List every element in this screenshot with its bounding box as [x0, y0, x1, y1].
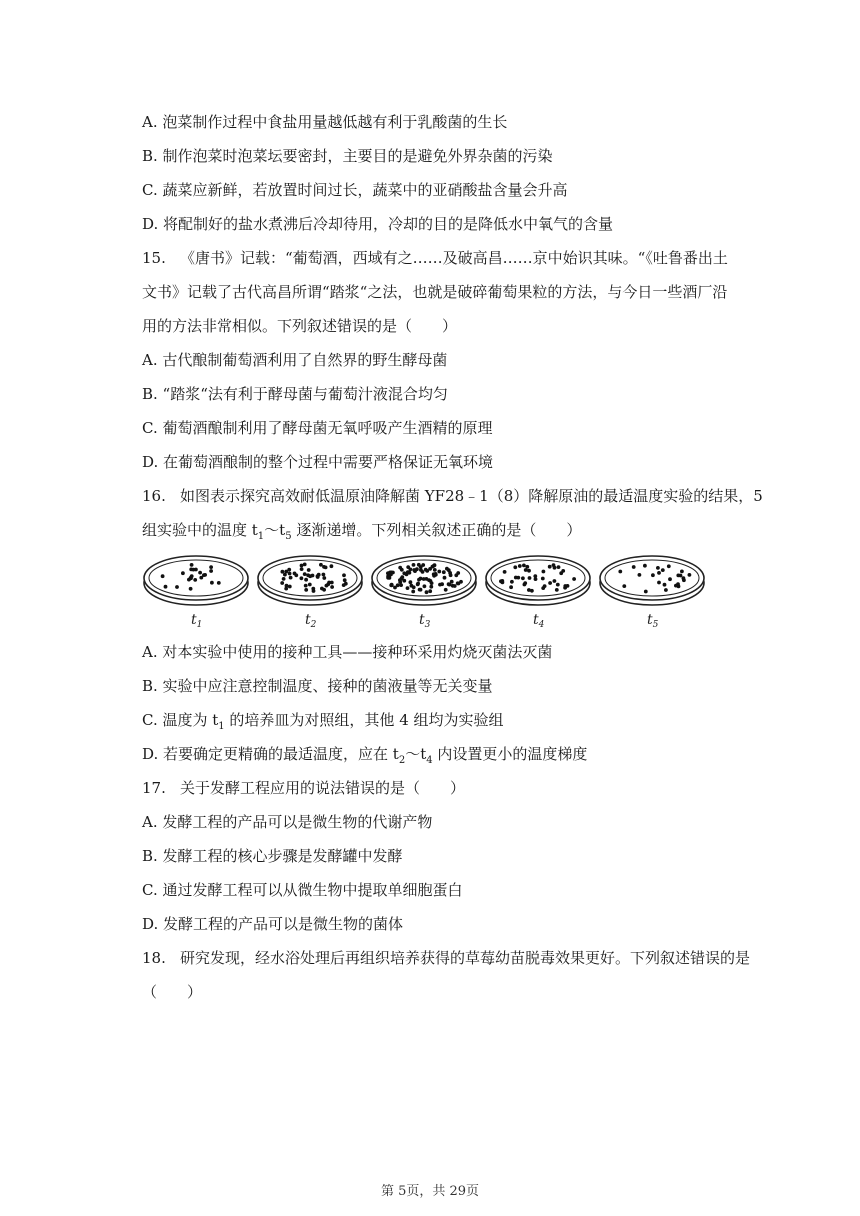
colony-dot: [440, 582, 444, 586]
q16-stem-sub-1: 1: [257, 531, 265, 542]
colony-dot: [198, 571, 202, 575]
q17-option-b: B. 发酵工程的核心步骤是发酵罐中发酵: [142, 847, 403, 865]
colony-dot: [556, 583, 560, 587]
q16-option-d-text-c: 内设置更小的温度梯度: [432, 745, 588, 763]
colony-dot: [433, 568, 437, 572]
colony-dot: [638, 573, 642, 577]
colony-dot: [181, 571, 185, 575]
colony-dot: [528, 576, 532, 580]
colony-dot: [317, 573, 321, 577]
colony-dot: [674, 584, 678, 588]
q15-option-c: C. 葡萄酒酿制利用了酵母菌无氧呼吸产生酒精的原理: [142, 419, 493, 437]
colony-dot: [543, 584, 547, 588]
q18-stem-text-1: 研究发现，经水浴处理后再组织培养获得的草莓幼苗脱毒效果更好。下列叙述错误的是: [180, 949, 751, 967]
colony-dot: [434, 573, 438, 577]
colony-dot: [282, 577, 286, 581]
colony-dot: [303, 563, 307, 567]
colony-dot: [175, 585, 179, 589]
colony-dot: [679, 574, 683, 578]
q16-option-d-sub-1: 2: [398, 755, 406, 766]
colony-dot: [521, 576, 525, 580]
colony-dot: [406, 586, 410, 590]
q18-stem-line-2: （ ）: [142, 983, 203, 1001]
colony-dot: [445, 567, 449, 571]
q15-option-d: D. 在葡萄酒酿制的整个过程中需要严格保证无氧环境: [142, 453, 494, 471]
q16-option-d-sub-2: 4: [426, 755, 433, 766]
colony-dot: [421, 563, 425, 567]
q17-option-d: D. 发酵工程的产品可以是微生物的菌体: [142, 915, 404, 933]
colony-dot: [412, 563, 416, 567]
colony-dot: [555, 588, 559, 592]
colony-dot: [442, 570, 446, 574]
colony-dot: [518, 564, 522, 568]
colony-dot: [209, 569, 213, 573]
colony-dot: [557, 565, 561, 569]
colony-dot: [319, 563, 323, 567]
colony-dot: [390, 571, 394, 575]
colony-dot: [304, 584, 308, 588]
colony-dot: [304, 578, 308, 582]
q17-stem: [142, 778, 465, 798]
q15-stem-line-2: 文书》记载了古代高昌所谓“踏浆“之法，也就是破碎葡萄果粒的方法，与今日一些酒厂沿: [142, 283, 728, 301]
colony-dot: [419, 588, 423, 592]
colony-dot: [210, 581, 214, 585]
colony-dot: [393, 586, 397, 590]
colony-dot: [668, 577, 672, 581]
q15-option-b: B. “踏浆“法有利于酵母菌与葡萄汁液混合均匀: [142, 385, 448, 403]
q15-option-a: A. 古代酿制葡萄酒利用了自然界的野生酵母菌: [142, 351, 448, 369]
q14-option-d: D. 将配制好的盐水煮沸后冷却待用，冷却的目的是降低水中氧气的含量: [142, 215, 614, 233]
colony-dot: [664, 588, 668, 592]
colony-dot: [522, 564, 526, 568]
colony-dot: [203, 573, 207, 577]
colony-dot: [322, 573, 326, 577]
colony-dot: [663, 583, 667, 587]
colony-dot: [343, 578, 347, 582]
colony-dot: [386, 576, 390, 580]
q15-stem-text-1: 《唐书》记载：“葡萄酒，西域有之……及破高昌……京中始识其味。“《吐鲁番出土: [180, 249, 728, 267]
colony-dot: [322, 576, 326, 580]
colony-dot: [161, 574, 165, 578]
q16-option-b: B. 实验中应注意控制温度、接种的菌液量等无关变量: [142, 677, 493, 695]
petri-dish: [258, 556, 362, 605]
colony-dot: [324, 566, 328, 570]
q16-stem-text-2b: ～t: [264, 521, 286, 539]
colony-dot: [304, 588, 308, 592]
colony-dot: [437, 570, 441, 574]
colony-dot: [524, 568, 528, 572]
q17-option-a: A. 发酵工程的产品可以是微生物的代谢产物: [142, 813, 433, 831]
colony-dot: [523, 581, 527, 585]
colony-dot: [552, 563, 556, 567]
q15-stem-line-3: 用的方法非常相似。下列叙述错误的是（ ）: [142, 317, 458, 335]
colony-dot: [192, 568, 196, 572]
colony-dot: [417, 578, 421, 582]
dish-label: $t_1$: [191, 612, 203, 630]
colony-dot: [443, 576, 447, 580]
colony-dot: [288, 572, 292, 576]
colony-dot: [209, 565, 213, 569]
colony-dot: [682, 576, 686, 580]
q17-number: 17.: [142, 779, 166, 797]
q14-option-c: C. 蔬菜应新鲜，若放置时间过长，蔬菜中的亚硝酸盐含量会升高: [142, 181, 568, 199]
colony-dot: [423, 584, 427, 588]
colony-dot: [303, 572, 307, 576]
colony-dot: [644, 590, 648, 594]
petri-dish: [486, 556, 590, 605]
colony-dot: [285, 584, 289, 588]
colony-dot: [330, 564, 334, 568]
colony-dot: [514, 576, 518, 580]
q16-option-d-text-b: ～t: [405, 745, 427, 763]
colony-dot: [572, 577, 576, 581]
colony-dot: [406, 570, 410, 574]
q16-option-c-sub: 1: [218, 721, 225, 732]
colony-dot: [342, 583, 346, 587]
q16-number: 16.: [142, 487, 166, 505]
colony-dot: [312, 589, 316, 593]
dish-label: $t_5$: [647, 612, 659, 630]
q16-option-d: [142, 744, 587, 771]
colony-dot: [289, 576, 293, 580]
colony-dot: [510, 580, 514, 584]
q16-stem-text-2c: 逐渐递增。下列相关叙述正确的是（ ）: [291, 521, 582, 539]
colony-dot: [416, 583, 420, 587]
colony-dot: [424, 568, 428, 572]
colony-dot: [548, 581, 552, 585]
colony-dot: [453, 584, 457, 588]
colony-dot: [680, 570, 684, 574]
q16-stem-text-1: 如图表示探究高效耐低温原油降解菌 YF28﹣1（8）降解原油的最适温度实验的结果，5: [180, 487, 763, 505]
colony-dot: [444, 588, 448, 592]
colony-dot: [409, 580, 413, 584]
colony-dot: [412, 568, 416, 572]
q16-option-c: [142, 710, 504, 737]
colony-dot: [425, 590, 429, 594]
dish-label: $t_2$: [305, 612, 317, 630]
q15-stem-line-1: [142, 248, 728, 268]
q16-stem-line-2: [142, 520, 581, 547]
colony-dot: [390, 583, 394, 587]
colony-dot: [288, 585, 292, 589]
page-footer: 第 5页，共 29页: [380, 1184, 480, 1199]
colony-dot: [300, 576, 304, 580]
q16-stem-line-1: [142, 486, 763, 506]
colony-dot: [164, 585, 168, 589]
q16-stem-text-2a: 组实验中的温度 t: [142, 521, 258, 539]
colony-dot: [527, 569, 531, 573]
colony-dot: [330, 585, 334, 589]
colony-dot: [190, 563, 194, 567]
colony-dot: [661, 568, 665, 572]
colony-dot: [553, 579, 557, 583]
colony-dot: [559, 571, 563, 575]
q16-option-c-text-a: C. 温度为 t: [142, 711, 219, 729]
q17-stem-text: 关于发酵工程应用的说法错误的是（ ）: [180, 779, 466, 797]
colony-dot: [688, 573, 692, 577]
colony-dot: [632, 565, 636, 569]
q16-option-a: A. 对本实验中使用的接种工具——接种环采用灼烧灭菌法灭菌: [142, 643, 553, 661]
colony-dot: [622, 584, 626, 588]
colony-dot: [284, 570, 288, 574]
colony-dot: [541, 577, 545, 581]
colony-dot: [280, 581, 284, 585]
colony-dot: [411, 590, 415, 594]
colony-dot: [300, 567, 304, 571]
colony-dot: [199, 576, 203, 580]
colony-dot: [542, 570, 546, 574]
colony-dot: [456, 581, 460, 585]
colony-dot: [428, 589, 432, 593]
colony-dot: [429, 579, 433, 583]
q16-stem-sub-2: 5: [285, 531, 292, 542]
colony-dot: [651, 573, 655, 577]
colony-dot: [327, 581, 331, 585]
colony-dot: [308, 574, 312, 578]
colony-dot: [412, 585, 416, 589]
colony-dot: [534, 577, 538, 581]
colony-dot: [447, 582, 451, 586]
colony-dot: [618, 570, 622, 574]
colony-dot: [450, 580, 454, 584]
colony-dot: [448, 571, 452, 575]
colony-dot: [657, 571, 661, 575]
colony-dot: [406, 565, 410, 569]
colony-dot: [656, 566, 660, 570]
colony-dot: [422, 577, 426, 581]
colony-dot: [320, 587, 324, 591]
q17-option-c: C. 通过发酵工程可以从微生物中提取单细胞蛋白: [142, 881, 463, 899]
petri-dish: [600, 556, 704, 605]
colony-dot: [501, 581, 505, 585]
colony-dot: [419, 568, 423, 572]
colony-dot: [657, 581, 661, 585]
colony-dot: [308, 583, 312, 587]
dish-label: $t_3$: [419, 612, 431, 630]
petri-dish-figure: [142, 548, 708, 634]
petri-dish: [372, 556, 476, 605]
q16-option-c-text-b: 的培养皿为对照组，其他 4 组均为实验组: [224, 711, 504, 729]
q15-number: 15.: [142, 249, 166, 267]
q18-stem-line-1: [142, 948, 750, 968]
colony-dot: [193, 578, 197, 582]
q14-option-b: B. 制作泡菜时泡菜坛要密封，主要目的是避免外界杂菌的污染: [142, 147, 553, 165]
petri-dish: [144, 556, 248, 605]
colony-dot: [399, 583, 403, 587]
colony-dot: [281, 570, 285, 574]
colony-dot: [190, 574, 194, 578]
colony-dot: [307, 568, 311, 572]
colony-dot: [503, 570, 507, 574]
colony-dot: [530, 589, 534, 593]
colony-dot: [294, 573, 298, 577]
colony-dot: [643, 564, 647, 568]
colony-dot: [667, 564, 671, 568]
q18-number: 18.: [142, 949, 166, 967]
colony-dot: [189, 587, 193, 591]
colony-dot: [398, 566, 402, 570]
colony-dot: [429, 585, 433, 589]
dish-label: $t_4$: [533, 612, 545, 630]
colony-dot: [217, 581, 221, 585]
colony-dot: [513, 565, 517, 569]
q14-option-a: A. 泡菜制作过程中食盐用量越低越有利于乳酸菌的生长: [142, 113, 508, 131]
colony-dot: [548, 565, 552, 569]
colony-dot: [563, 586, 567, 590]
colony-dot: [509, 585, 513, 589]
colony-dot: [432, 564, 436, 568]
colony-dot: [454, 573, 458, 577]
colony-dot: [400, 575, 404, 579]
q16-option-d-text-a: D. 若要确定更精确的最适温度，应在 t: [142, 745, 399, 763]
colony-dot: [342, 573, 346, 577]
